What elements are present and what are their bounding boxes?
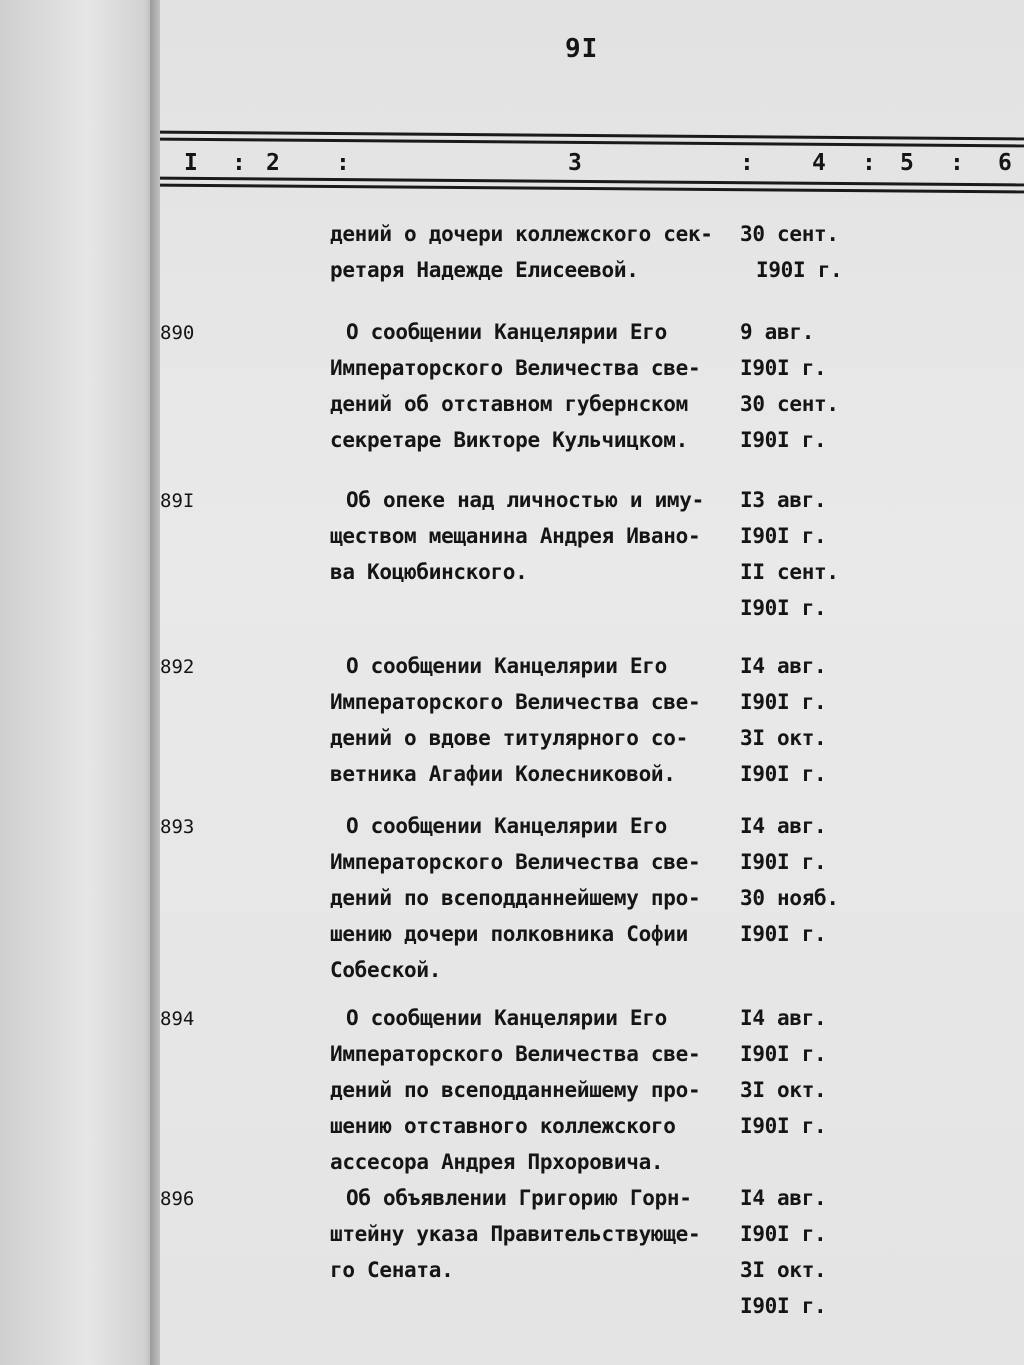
entry-date-line: I90I г. xyxy=(740,1114,827,1138)
entry-text-line: Собеской. xyxy=(330,958,442,982)
entry-date-line: I90I г. xyxy=(740,1042,827,1066)
entry-date-line: I90I г. xyxy=(740,690,827,714)
entry-date-line: 9 авг. xyxy=(740,320,815,344)
entry-dates xyxy=(740,482,870,626)
page-number: 9I xyxy=(565,34,599,64)
entry-number: 890 xyxy=(160,322,195,344)
entry-text-line: О сообщении Канцелярии Его xyxy=(346,654,667,678)
entry-date-line: 30 сент. xyxy=(740,222,839,246)
entry-dates xyxy=(740,648,870,792)
entry-date-line: I90I г. xyxy=(740,922,827,946)
entry-description xyxy=(330,648,730,792)
entry-dates xyxy=(740,1180,870,1324)
entry-date-line: I4 авг. xyxy=(740,654,827,678)
entry-text-line: Императорского Величества све- xyxy=(330,356,701,380)
entry-description xyxy=(330,808,730,988)
entry-text-line: Императорского Величества све- xyxy=(330,850,701,874)
entry-date-line: 3I окт. xyxy=(740,726,827,750)
entry-description xyxy=(330,314,730,458)
entry-text-line: Об опеке над личностью и иму- xyxy=(346,488,704,512)
entry-date-line: I4 авг. xyxy=(740,1006,827,1030)
entry-number: 894 xyxy=(160,1008,195,1030)
entry-date-line: 30 сент. xyxy=(740,392,839,416)
entry-date-line: II сент. xyxy=(740,560,839,584)
entry-date-line: I90I г. xyxy=(740,762,827,786)
column-separator: : xyxy=(232,150,246,176)
entry-text-line: штейну указа Правительствующе- xyxy=(330,1222,701,1246)
entry-date-line: I90I г. xyxy=(740,428,827,452)
entry-text-line: ществом мещанина Андрея Ивано- xyxy=(330,524,701,548)
document-page xyxy=(160,0,1024,1365)
column-header-3: 3 xyxy=(568,150,582,176)
entry-date-line: I90I г. xyxy=(740,524,827,548)
entry-date-line: I90I г. xyxy=(740,1294,827,1318)
column-header-4: 4 xyxy=(812,150,826,176)
entry-date-line: I90I г. xyxy=(740,596,827,620)
entry-date-line: 30 нояб. xyxy=(740,886,839,910)
entry-description xyxy=(330,1180,730,1288)
entry-dates xyxy=(740,1000,870,1144)
column-separator: : xyxy=(862,150,876,176)
entry-text-line: О сообщении Канцелярии Его xyxy=(346,814,667,838)
left-page-margin xyxy=(0,0,160,1365)
entry-text-line: Императорского Величества све- xyxy=(330,690,701,714)
entry-number: 893 xyxy=(160,816,195,838)
entry-text-line: дений по всеподданнейшему про- xyxy=(330,886,701,910)
column-header-6: 6 xyxy=(998,150,1012,176)
entry-number: 892 xyxy=(160,656,195,678)
entry-text-line: шению отставного коллежского xyxy=(330,1114,676,1138)
entry-text-line: секретаре Викторе Кульчицком. xyxy=(330,428,688,452)
entry-text-line: шению дочери полковника Софии xyxy=(330,922,688,946)
entry-text-line: ва Коцюбинского. xyxy=(330,560,528,584)
entry-text-line: ретаря Надежде Елисеевой. xyxy=(330,258,639,282)
entry-dates xyxy=(740,216,870,288)
column-separator: : xyxy=(336,150,350,176)
entry-date-line: I90I г. xyxy=(740,850,827,874)
entry-date-line: I4 авг. xyxy=(740,814,827,838)
entry-date-line: I90I г. xyxy=(740,356,827,380)
entry-text-line: О сообщении Канцелярии Его xyxy=(346,1006,667,1030)
column-separator: : xyxy=(950,150,964,176)
entry-text-line: дений о дочери коллежского сек- xyxy=(330,222,713,246)
entry-date-line: I3 авг. xyxy=(740,488,827,512)
entry-dates xyxy=(740,314,870,458)
entry-description xyxy=(330,216,730,288)
entry-description xyxy=(330,1000,730,1180)
column-separator: : xyxy=(740,150,754,176)
entry-date-line: I90I г. xyxy=(740,1222,827,1246)
entry-date-line: I4 авг. xyxy=(740,1186,827,1210)
entry-text-line: дений об отставном губернском xyxy=(330,392,688,416)
entry-text-line: ассесора Андрея Прхоровича. xyxy=(330,1150,664,1174)
entry-text-line: О сообщении Канцелярии Его xyxy=(346,320,667,344)
entry-text-line: ветника Агафии Колесниковой. xyxy=(330,762,676,786)
entry-number: 896 xyxy=(160,1188,195,1210)
entry-text-line: Императорского Величества све- xyxy=(330,1042,701,1066)
column-header-2: 2 xyxy=(266,150,280,176)
entry-dates xyxy=(740,808,870,952)
entry-text-line: дений о вдове титулярного со- xyxy=(330,726,688,750)
entry-text-line: дений по всеподданнейшему про- xyxy=(330,1078,701,1102)
column-header-5: 5 xyxy=(900,150,914,176)
entry-description xyxy=(330,482,730,590)
entry-text-line: Об объявлении Григорию Горн- xyxy=(346,1186,692,1210)
entry-date-line: 3I окт. xyxy=(740,1078,827,1102)
entry-text-line: го Сената. xyxy=(330,1258,454,1282)
entry-number: 89I xyxy=(160,490,195,512)
entry-date-line: 3I окт. xyxy=(740,1258,827,1282)
entry-date-line: I90I г. xyxy=(756,258,843,282)
column-header-1: I xyxy=(184,150,198,176)
